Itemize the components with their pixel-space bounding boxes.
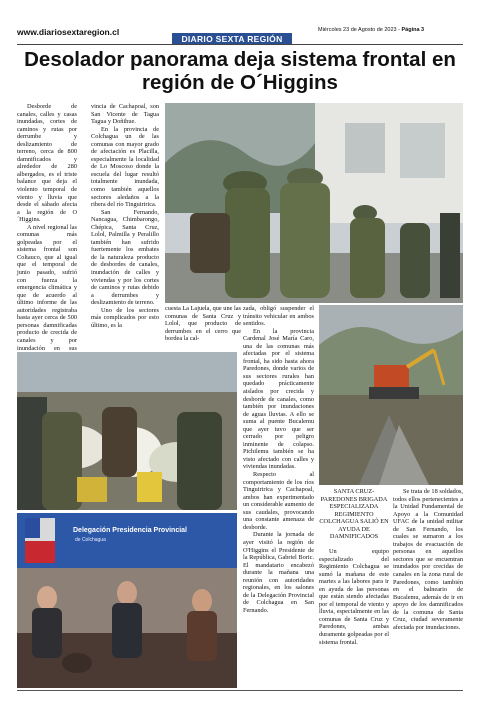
caption-text: SANTA CRUZ- PAREDONES BRIGADA ESPECIALIZADA REGIMIENTO COLCHAGUA SALIÓ EN AYUDA DE DAMNIFICADOS xyxy=(319,488,389,541)
date-text: Miércoles 23 de Agosto de 2023 - xyxy=(318,27,400,33)
footer-rule xyxy=(17,690,463,691)
paragraph: Un equipo especializado del Regimiento Colchagua se sumó la mañana de este martes a las labores para ir en ayuda de las personas que están siendo afectadas por el temporal de viento y lluvia, especialmente en las comunas de Santa Cruz y Paredones, ambas duramente golpeadas por el sistema frontal. xyxy=(319,548,389,646)
paragraph: A nivel regional las comunas más golpeadas por el sistema frontal son Coltauco, que al igual que el temporal de junio pasado, sufrió con fuerza la emergencia climática y que de acuerdo al último informe de las autoridades registraba hasta ayer cerca de 500 personas damnificadas producto de crecida de canales y por inundación en sus xyxy=(17,223,77,352)
site-url[interactable]: www.diariosextaregion.cl xyxy=(17,27,120,37)
issue-date xyxy=(318,27,424,33)
photo-caption xyxy=(319,488,389,541)
paragraph: San Fernando, Nancagua, Chimbarongo, Chépica, Santa Cruz, Lolol, Palmilla y Peralillo también han sufrido fuertemente los embates de la naturaleza producto de desbordes de canales, inundación de calles y viviendas y por los cortes de caminos y rutas debido a derrumbes y deslizamiento de terreno. xyxy=(91,208,159,307)
header-rule xyxy=(17,44,463,45)
paragraph: En la provincia de Colchagua un de las comunas con mayor grado de afectación es Placilla, especialmente la localidad de Lo Moscoso donde la escuela del lugar resultó totalmente inundada, como también aquellos sectores aledaños a la ribera del río Tinguiririca. xyxy=(91,125,159,209)
photo-meeting xyxy=(17,513,237,688)
article-column-3 xyxy=(243,305,314,685)
paragraph: Uno de los sectores más complicados por esto último, es la xyxy=(91,306,159,329)
paragraph: vincia de Cachapoal, son San Vicente de Tagua Tagua y Doñihue. xyxy=(91,103,159,126)
paragraph: Se trata de 18 soldados, todos ellos pertenecientes a la Unidad Fundamental de Apoyo a la Comunidad UFAC de la unidad militar de San Fernando, los cuales se sumaron a los trabajos de evacuación de personas en aquellos sectores que se encuentran inundados por crecidas de canales en la zona rural de Paredones, como también en el balneario de Bucalemu, además de ir en apoyo de los damnificados de la comuna de Santa Cruz, ciudad severamente afectada por inundaciones. xyxy=(393,488,463,631)
article-column-1 xyxy=(17,103,77,352)
paragraph: Respecto al comportamiento de los ríos Tinguiririca y Cachapoal, ambos han experimentado un considerable aumento de sus caudales, provocando una constante amenaza de desborde. xyxy=(243,471,314,531)
section-banner: DIARIO SEXTA REGIÓN xyxy=(172,33,292,45)
article-column-2-cont xyxy=(165,305,241,345)
article-column-2 xyxy=(91,103,159,348)
headline: Desolador panorama deja sistema frontal en región de O´Higgins xyxy=(24,48,456,94)
paragraph: Desborde de canales, calles y casas inundadas, cortes de caminos y rutas por derrumbe y deslizamiento de terreno, cerca de 800 damnificados y alrededor de 280 albergados, es el triste balance que deja el violento temporal de viento y lluvia que desde el sábado afecta a la región de O´Higgins. xyxy=(17,103,77,224)
page-number: Página 3 xyxy=(401,27,425,33)
photo-soldiers xyxy=(165,103,463,303)
banner-title: Delegación Presidencia Provincial xyxy=(73,527,187,534)
paragraph: En la provincia Cardenal José María Caro, una de las comunas más afectadas por el sistema frontal, ha sido hasta ahora Paredones, donde varios de sus sectores rurales han quedado prácticamente aislados por crecida y desborde de canales, como también por inundaciones de aguas lluvias. A ello se suma al puente Bucalemu que ayer tuvo que ser cerrado por peligro inminente de colapso. Pichilemu también se ha visto afectado con calles y viviendas inundadas. xyxy=(243,327,314,471)
photo-sandbags xyxy=(17,352,237,510)
article-column-5 xyxy=(393,488,463,686)
paragraph: cuesta La Lajuela, que une las comunas de Santa Cruz y Lolol, que producto de derrumbes en el cerro que bordea la cal- xyxy=(165,305,241,343)
article-column-4 xyxy=(319,548,389,688)
banner-subtitle: de Colchagua xyxy=(75,537,106,543)
paragraph: zada, obligó suspender el tránsito vehicular en ambos sentidos. xyxy=(243,305,314,328)
photo-excavator xyxy=(319,305,463,485)
paragraph: Durante la jornada de ayer visitó la región de O'Higgins el Presidente de la República, Gabriel Boric. El mandatario encabezó durante la mañana una reunión con autoridades regionales, en los salones de la Delegación Provincial de Colchagua en San Fernando. xyxy=(243,531,314,614)
